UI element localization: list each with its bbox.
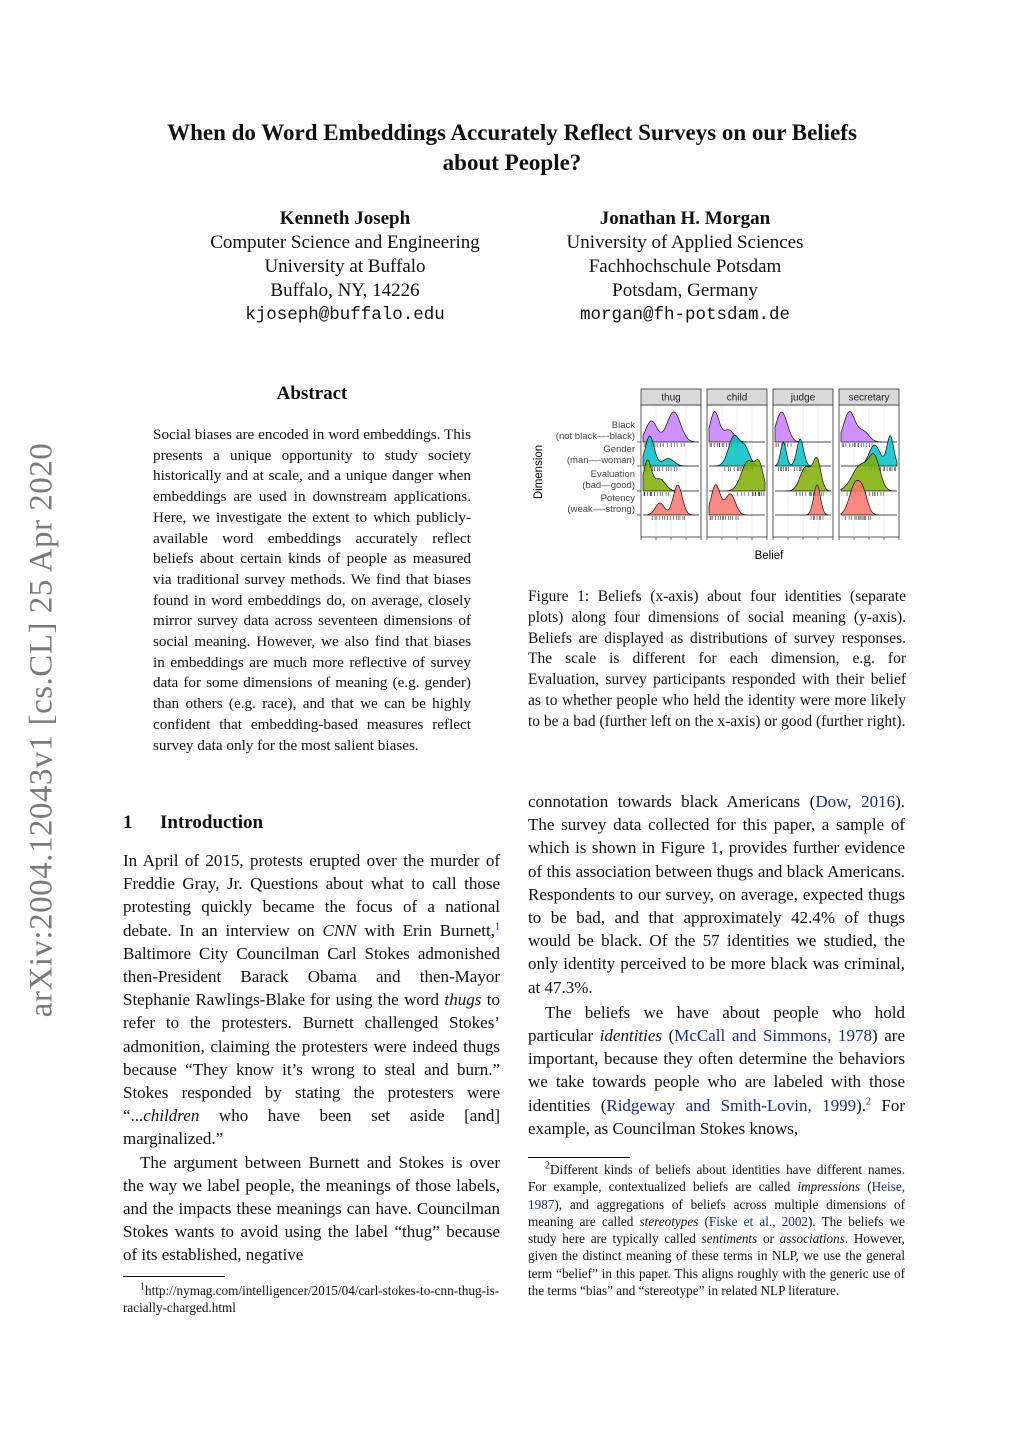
author-dept: Computer Science and Engineering xyxy=(210,232,480,253)
arxiv-id: arXiv:2004.12043v1 [cs.CL] 25 Apr 2020 xyxy=(23,442,60,1018)
figure-1-caption: Figure 1: Beliefs (x-axis) about four identities (separate plots) along four dimensions of social meaning (y-axis). Beliefs are displayed as distributions of survey responses. The scale is different for each dimension, e.g. for Evaluation, survey participants responded with their belief as to whether people who held the identity were more likely to be a bad (further left on the x-axis) or good (further right). xyxy=(528,588,906,730)
y-tick-label: Gender xyxy=(603,444,635,455)
abstract-heading: Abstract xyxy=(276,383,348,404)
author-block-1 xyxy=(180,207,510,327)
author-email[interactable]: kjoseph@buffalo.edu xyxy=(245,305,445,325)
section-heading-introduction xyxy=(123,812,263,834)
arxiv-stamp xyxy=(20,390,64,1070)
author-name: Kenneth Joseph xyxy=(279,208,411,229)
footnote-ref-2[interactable]: 2 xyxy=(866,1095,872,1107)
footnote-1 xyxy=(123,1282,500,1317)
facet-panels xyxy=(641,389,899,540)
figure-ref-1[interactable]: 1 xyxy=(710,838,719,858)
title-line-1: When do Word Embeddings Accurately Reflect Surveys on our Beliefs xyxy=(167,120,857,145)
strip-label: thug xyxy=(661,392,681,404)
facet-panel-secretary xyxy=(839,389,899,540)
facet-panel-thug xyxy=(641,389,701,540)
author-block-2 xyxy=(520,207,850,327)
intro-body xyxy=(123,849,500,1267)
strip-label: child xyxy=(726,392,748,404)
footnote-rule xyxy=(123,1276,225,1277)
author-email[interactable]: morgan@fh-potsdam.de xyxy=(579,305,791,325)
y-axis-title: Dimension xyxy=(533,444,545,500)
strip-label: secretary xyxy=(848,392,890,404)
x-axis-title: Belief xyxy=(754,550,784,562)
author-inst: University at Buffalo xyxy=(264,256,426,277)
y-tick-sublabel: (bad—good) xyxy=(582,480,635,491)
footnote-mark: 1 xyxy=(140,1281,145,1293)
y-tick-sublabel: (not black—-black) xyxy=(555,431,635,442)
footnote-rule xyxy=(528,1157,630,1158)
paper-title xyxy=(100,118,924,178)
y-tick-label: Potency xyxy=(600,493,635,504)
footnote-url[interactable]: http://nymag.com/intelligencer/2015/04/carl-stokes-to-cnn-thug-is-racially-charged.html xyxy=(123,1283,500,1316)
y-tick-label: Black xyxy=(611,420,635,431)
facet-panel-child xyxy=(707,389,767,540)
author-dept: University of Applied Sciences xyxy=(566,232,804,253)
y-axis-labels xyxy=(556,420,641,515)
right-column-body xyxy=(528,790,905,1140)
citation-heise[interactable]: Heise, 1987 xyxy=(528,1179,905,1212)
y-tick-sublabel: (weak—-strong) xyxy=(567,504,635,515)
intro-paragraph-1: In April of 2015, protests erupted over the murder of Freddie Gray, Jr. Questions about what to call those protesting quickly became the focus of a national debate. In an interview on CNN with Erin Burnett,$^1$ Baltimore City Councilman Carl Stokes admonished then-President Barack Obama and then-Mayor Stephanie Rawlings-Blake for using the word thugs to refer to the protesters. Burnett challenged Stokes’ admonition, claiming the protesters were indeed thugs because “They know it’s wrong to steal and burn.” Stokes responded by stating the protesters were “...children who have been set aside [and] marginalized.” xyxy=(123,851,501,1149)
author-location: Buffalo, NY, 14226 xyxy=(270,280,420,301)
citation-dow[interactable]: Dow, 2016 xyxy=(815,792,896,811)
footnote-mark: 2 xyxy=(545,1160,550,1172)
strip-label: judge xyxy=(790,392,816,404)
author-inst: Fachhochschule Potsdam xyxy=(588,256,782,277)
y-tick-sublabel: (man—-woman) xyxy=(566,455,635,466)
section-number: 1 xyxy=(123,812,133,833)
author-location: Potsdam, Germany xyxy=(612,280,758,301)
citation-fiske[interactable]: Fiske et al., 2002 xyxy=(708,1213,808,1229)
abstract-text xyxy=(153,425,471,756)
footnote-2: $^2$Different kinds of beliefs about identities have different names. For example, contextualized beliefs are called impressions (Heise, 1987), and aggregations of beliefs across multiple dimensions of meaning are called stereotypes (Fiske et al., 2002). The beliefs we study here are typically called sentiments or associations. However, given the distinct meaning of these terms in NLP, we use the general term “belief” in this paper. This aligns roughly with the generic use of the terms “bias” and “stereotype” in related NLP literature. xyxy=(528,1160,905,1299)
title-line-2: about People? xyxy=(442,150,582,175)
citation-ridgeway[interactable]: Ridgeway and Smith-Lovin, 1999 xyxy=(606,1095,857,1115)
y-tick-label: Evaluation xyxy=(590,469,635,480)
intro-paragraph-2: The argument between Burnett and Stokes is over the way we label people, the meanings of those labels, and the impacts these meanings can have. Councilman Stokes wants to avoid using the label “thug” because of its established, negative xyxy=(123,1152,500,1265)
section-title: Introduction xyxy=(160,812,264,833)
abstract-paragraph: Social biases are encoded in word embeddings. This presents a unique opportunity to study society historically and at scale, and a unique danger when embeddings are used in downstream applications. Here, we investigate the extent to which publicly-available word embeddings accurately reflect beliefs about certain kinds of people as measured via traditional survey methods. We find that biases found in word embeddings do, on average, closely mirror survey data across seventeen dimensions of social meaning. However, we also find that biases in embeddings are much more reflective of survey data for some dimensions of meaning (e.g. gender) than others (e.g. race), and that we can be highly confident that embedding-based measures reflect survey data only for the most salient biases. xyxy=(153,426,471,754)
right-paragraph-1: connotation towards black Americans (Dow, 2016). The survey data collected for this paper, a sample of which is shown in Figure 1, provides further evidence of this association between thugs and black Americans. Respondents to our survey, on average, expected thugs to be bad, and that approximately 42.4% of thugs would be black. Of the 57 identities we studied, the only identity perceived to be more black was criminal, at 47.3%. xyxy=(528,792,905,997)
right-paragraph-2: The beliefs we have about people who hold particular identities (McCall and Simmons, 1978) are important, because they often determine the behaviors we take towards people who are labeled with those identities (Ridgeway and Smith-Lovin, 1999).$^2$ For example, as Councilman Stokes knows, xyxy=(528,1002,906,1138)
figure-1-chart xyxy=(528,384,908,570)
citation-mccall[interactable]: McCall and Simmons, 1978 xyxy=(674,1026,873,1046)
footnote-ref-1[interactable]: 1 xyxy=(495,920,501,932)
facet-panel-judge xyxy=(773,389,833,540)
author-name: Jonathan H. Morgan xyxy=(599,208,771,229)
